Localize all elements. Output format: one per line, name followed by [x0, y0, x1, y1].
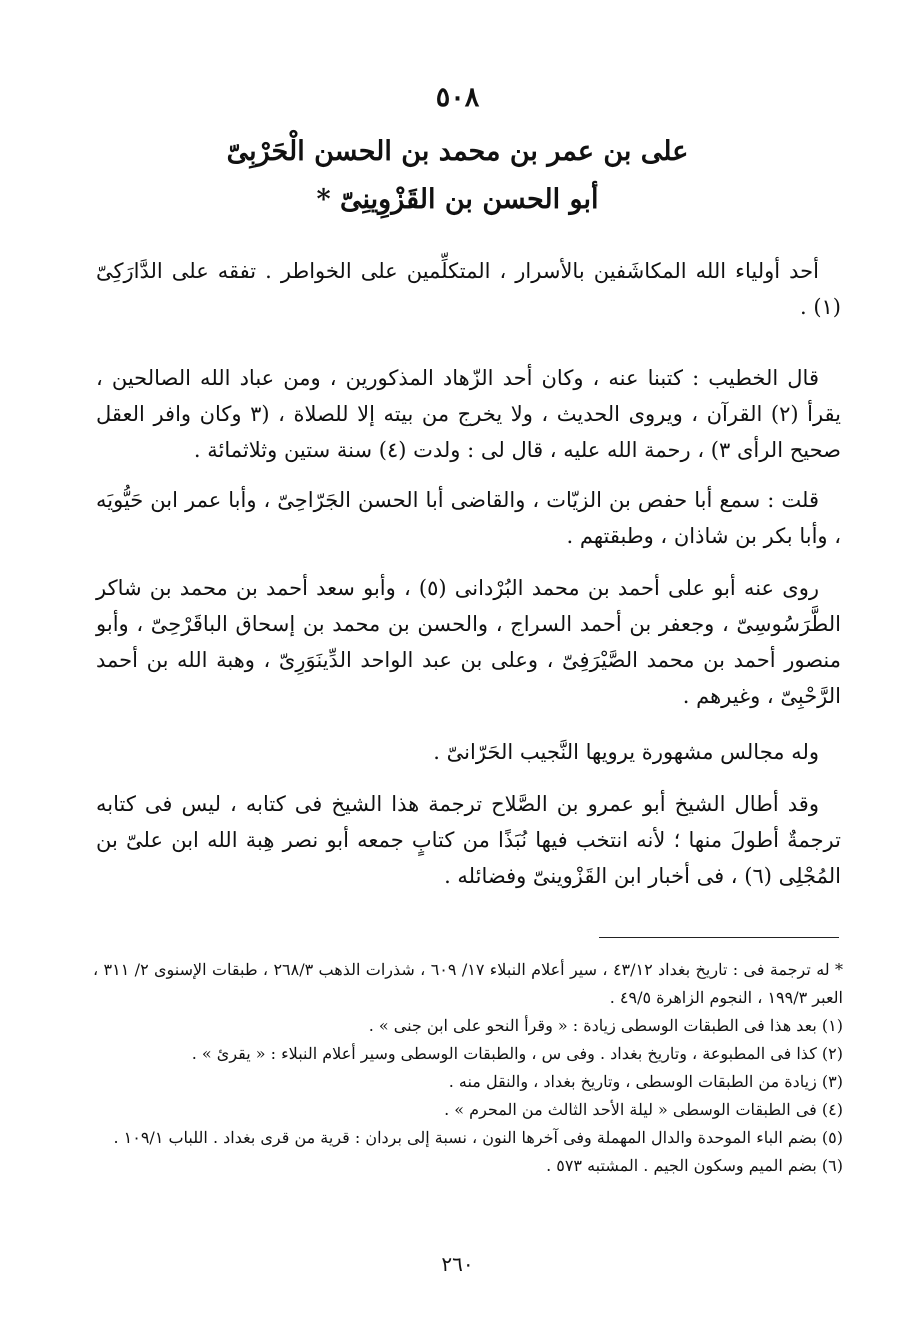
- paragraph-3: [96, 482, 841, 554]
- footnote: (٣) زيادة من الطبقات الوسطى ، وتاريخ بغداد ، والنقل منه .: [448, 1072, 843, 1091]
- entry-title: على بن عمر بن محمد بن الحسن الْحَرْبِىّ: [226, 136, 689, 167]
- footnote: (٢) كذا فى المطبوعة ، وتاريخ بغداد . وفى س ، والطبقات الوسطى وسير أعلام النبلاء : « يقرئ » .: [191, 1044, 843, 1063]
- footnote: (٤) فى الطبقات الوسطى « ليلة الأحد الثالث من المحرم » .: [444, 1100, 843, 1119]
- paragraph-6: [96, 786, 841, 894]
- paragraph-text: وله مجالس مشهورة يرويها النَّجيب الحَرّانىّ .: [433, 740, 819, 764]
- paragraph-text: قلت : سمع أبا حفص بن الزيّات ، والقاضى أبا الحسن الجَرّاحِىّ ، وأبا عمر ابن حَيُّويَه ، وأبا بكر بن شاذان ، وطبقتهم .: [96, 488, 841, 548]
- footnote-divider: [599, 937, 839, 938]
- footnotes: [93, 956, 843, 1180]
- paragraph-text: روى عنه أبو على أحمد بن محمد البُرْدانى (٥) ، وأبو سعد أحمد بن محمد بن شاكر الطَّرَسُوسِىّ ، وجعفر بن أحمد السراج ، والحسن بن محمد بن إسحاق الباقَرْحِىّ ، وأبو منصور أحمد بن محمد الصَّيْرَفِىّ ، وعلى بن عبد الواحد الدِّينَوَرِىّ ، وهبة الله بن أحمد الرَّحْبِىّ ، وغيرهم .: [96, 576, 841, 708]
- footnote: (٦) بضم الميم وسكون الجيم . المشتبه ٥٧٣ .: [546, 1156, 843, 1175]
- footnote: (٥) بضم الباء الموحدة والدال المهملة وفى آخرها النون ، نسبة إلى بردان : قرية من قرى بغداد . اللباب ١٠٩/١ .: [113, 1128, 843, 1147]
- page-number: ٢٦٠: [441, 1252, 474, 1276]
- paragraph-text: قال الخطيب : كتبنا عنه ، وكان أحد الزّهاد المذكورين ، ومن عباد الله الصالحين ، يقرأ (٢) القرآن ، ويروى الحديث ، ولا يخرج من بيته إلا للصلاة ، (٣ وكان وافر العقل صحيح الرأى ٣) ، رحمة الله عليه ، قال لى : ولدت (٤) سنة ستين وثلاثمائة .: [96, 366, 841, 462]
- paragraph-5: [96, 734, 841, 770]
- paragraph-text: وقد أطال الشيخ أبو عمرو بن الصَّلاح ترجمة هذا الشيخ فى كتابه ، ليس فى كتابه ترجمةٌ أطولَ منها ؛ لأنه انتخب فيها نُبَذًا من كتابٍ جمعه أبو نصر هِبة الله ابن علىّ بن المُجْلِى (٦) ، فى أخبار ابن القَزْوينىّ وفضائله .: [96, 792, 841, 888]
- entry-subtitle: أبو الحسن بن القَزْوِينِىّ *: [316, 184, 599, 215]
- paragraph-text: أحد أولياء الله المكاشَفين بالأسرار ، المتكلِّمين على الخواطر . تفقه على الدَّارَكِىّ (١) .: [96, 259, 841, 319]
- paragraph-4: [96, 570, 841, 714]
- paragraph-2: [96, 360, 841, 468]
- footnote: * له ترجمة فى : تاريخ بغداد ٤٣/١٢ ، سير أعلام النبلاء ١٧/ ٦٠٩ ، شذرات الذهب ٢٦٨/٣ ، طبقات الإسنوى ٢/ ٣١١ ، العبر ١٩٩/٣ ، النجوم الزاهرة ٤٩/٥ .: [93, 960, 844, 1007]
- paragraph-1: [96, 253, 841, 325]
- footnote: (١) بعد هذا فى الطبقات الوسطى زيادة : « وقرأ النحو على ابن جنى » .: [368, 1016, 843, 1035]
- entry-number: ٥٠٨: [435, 82, 480, 113]
